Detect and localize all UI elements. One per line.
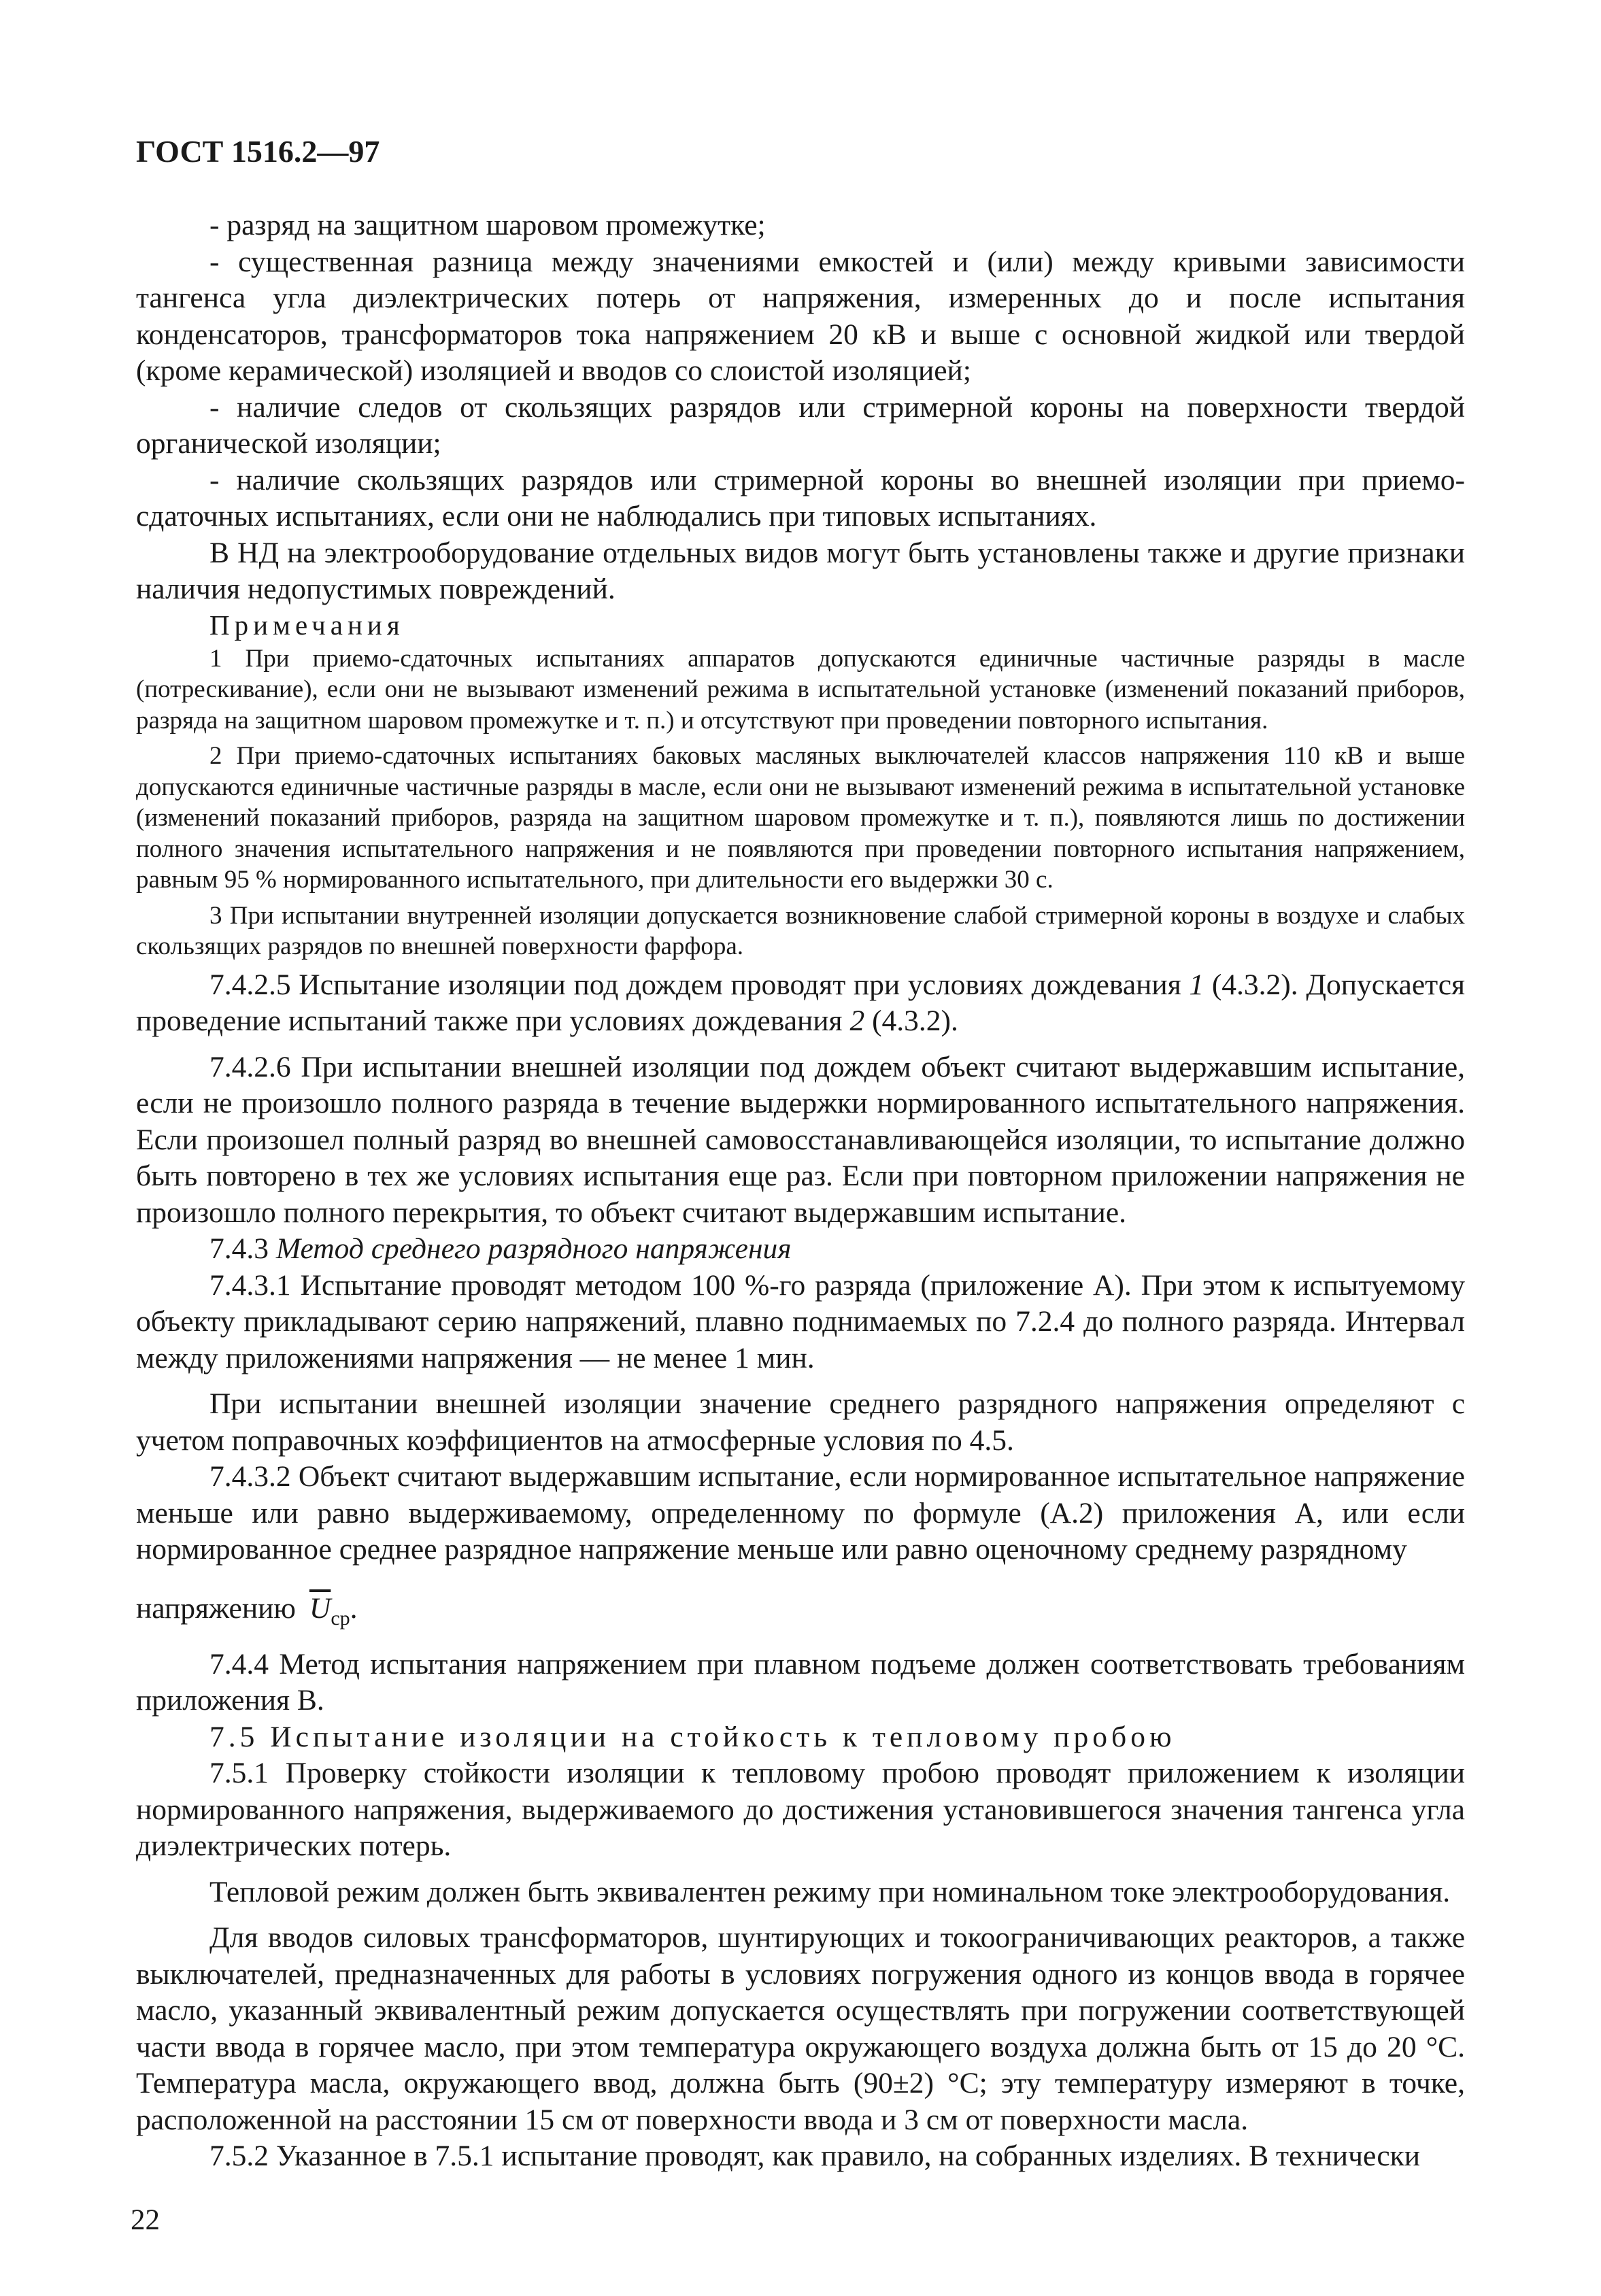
- s743-number: 7.4.3: [209, 1232, 269, 1265]
- section-7-4-4: 7.4.4 Метод испытания напряжением при плавном подъеме должен соответствовать требованиям приложения В.: [136, 1647, 1465, 1717]
- notes-title: Примечания: [209, 609, 405, 641]
- formula-line: [136, 1585, 1465, 1642]
- u-avg-symbol: $\overline{U}$: [309, 1591, 331, 1625]
- intro-item-5: В НД на электрооборудование отдельных видов могут быть установлены также и другие признаки наличия недопустимых повреждений.: [136, 536, 1465, 605]
- s7425-condition-2: 2: [849, 1004, 865, 1037]
- section-7-4-3-1: 7.4.3.1 Испытание проводят методом 100 %-го разряда (приложение А). При этом к испытуемому объекту прикладывают серию напряжений, плавно поднимаемых по 7.2.4 до полного разряда. Интервал между приложениями напряжения — не менее 1 мин.: [136, 1268, 1465, 1374]
- section-7-4-3-1-b: При испытании внешней изоляции значение среднего разрядного напряжения определяют с учетом поправочных коэффициентов на атмосферные условия по 4.5.: [136, 1387, 1465, 1457]
- intro-item-4: - наличие скользящих разрядов или стримерной короны во внешней изоляции при приемо-сдаточных испытаниях, если они не наблюдались при типовых испытаниях.: [136, 463, 1465, 533]
- section-7-5-2: 7.5.2 Указанное в 7.5.1 испытание проводят, как правило, на собранных изделиях. В технически: [209, 2140, 1421, 2172]
- s743-title: Метод среднего разрядного напряжения: [275, 1232, 792, 1265]
- document-header: ГОСТ 1516.2—97: [136, 134, 380, 169]
- main-text: [136, 207, 1465, 2175]
- s7425-text-b: (4.3.2). Допускается проведение испытаний также при условиях дождевания: [136, 968, 1466, 1037]
- formula-end: .: [350, 1591, 358, 1625]
- section-7-4-2-6: 7.4.2.6 При испытании внешней изоляции под дождем объект считают выдержавшим испытание, если не произошло полного разряда в течение выдержки нормированного испытательного напряжения. Если произошел полный разряд во внешней самовосстанавливающейся изоляции, то испытание должно быть повторено в тех же условиях испытания еще раз. Если при повторном приложении напряжения не произошло полного перекрытия, то объект считают выдержавшим испытание.: [136, 1050, 1465, 1229]
- note-2: 2 При приемо-сдаточных испытаниях баковых масляных выключателей классов напряжения 110 кВ и выше допускаются единичные частичные разряды в масле, если они не вызывают изменений режима в испытательной установке (изменений показаний приборов, разряда на защитном шаровом промежутке и т. п.), появляются лишь по достижении полного значения испытательного напряжения и не появляются при проведении повторного испытания напряжением, равным 95 % нормированного испытательного, при длительности его выдержки 30 с.: [136, 742, 1465, 894]
- intro-item-1: - разряд на защитном шаровом промежутке;: [209, 209, 766, 241]
- s7425-text-c: (4.3.2).: [872, 1004, 958, 1037]
- section-7-4-3-heading: [136, 1231, 1465, 1268]
- section-7-4-2-5: [136, 967, 1465, 1040]
- section-7-5-heading: 7.5 Испытание изоляции на стойкость к тепловому пробою: [209, 1720, 1176, 1753]
- page-number: 22: [131, 2204, 160, 2236]
- note-1: 1 При приемо-сдаточных испытаниях аппаратов допускаются единичные частичные разряды в масле (потрескивание), если они не вызывают изменений режима в испытательной установке (изменений показаний приборов, разряда на защитном шаровом промежутке и т. п.) и отсутствуют при проведении повторного испытания.: [136, 644, 1465, 735]
- s7425-text-a: 7.4.2.5 Испытание изоляции под дождем проводят при условиях дождевания: [209, 968, 1181, 1001]
- intro-item-3: - наличие следов от скользящих разрядов или стримерной короны на поверхности твердой органической изоляции;: [136, 390, 1465, 460]
- section-7-5-1-c: Для вводов силовых трансформаторов, шунтирующих и токоограничивающих реакторов, а также выключателей, предназначенных для работы в условиях погружения одного из концов ввода в горячее масло, указанный эквивалентный режим допускается осуществлять при погружении соответствующей части ввода в горячее масло, при этом температура окружающего воздуха должна быть от 15 до 20 °С. Температура масла, окружающего ввод, должна быть (90±2) °С; эту температуру измеряют в точке, расположенной на расстоянии 15 см от поверхности ввода и 3 см от поверхности масла.: [136, 1921, 1465, 2136]
- section-7-4-3-2: 7.4.3.2 Объект считают выдержавшим испытание, если нормированное испытательное напряжение меньше или равно выдерживаемому, определенному по формуле (А.2) приложения А, или если нормированное среднее разрядное напряжение меньше или равно оценочному среднему разрядному: [136, 1460, 1465, 1566]
- section-7-5-1: 7.5.1 Проверку стойкости изоляции к тепловому пробою проводят приложением к изоляции нормированного напряжения, выдерживаемого до достижения установившегося значения тангенса угла диэлектрических потерь.: [136, 1757, 1465, 1862]
- formula-text: напряжению: [136, 1591, 296, 1625]
- s7425-condition-1: 1: [1189, 968, 1204, 1001]
- notes-block: [136, 643, 1465, 962]
- intro-item-2: - существенная разница между значениями емкостей и (или) между кривыми зависимости тангенса угла диэлектрических потерь от напряжения, измеренных до и после испытания конденсаторов, трансформаторов тока напряжением 20 кВ и выше с основной жидкой или твердой (кроме керамической) изоляцией и вводов со слоистой изоляцией;: [136, 245, 1465, 387]
- section-7-5-1-b: Тепловой режим должен быть эквивалентен режиму при номинальном токе электрооборудования.: [209, 1875, 1451, 1908]
- note-3: 3 При испытании внутренней изоляции допускается возникновение слабой стримерной короны в воздухе и слабых скользящих разрядов по внешней поверхности фарфора.: [136, 901, 1465, 960]
- u-avg-subscript: ср: [331, 1606, 350, 1630]
